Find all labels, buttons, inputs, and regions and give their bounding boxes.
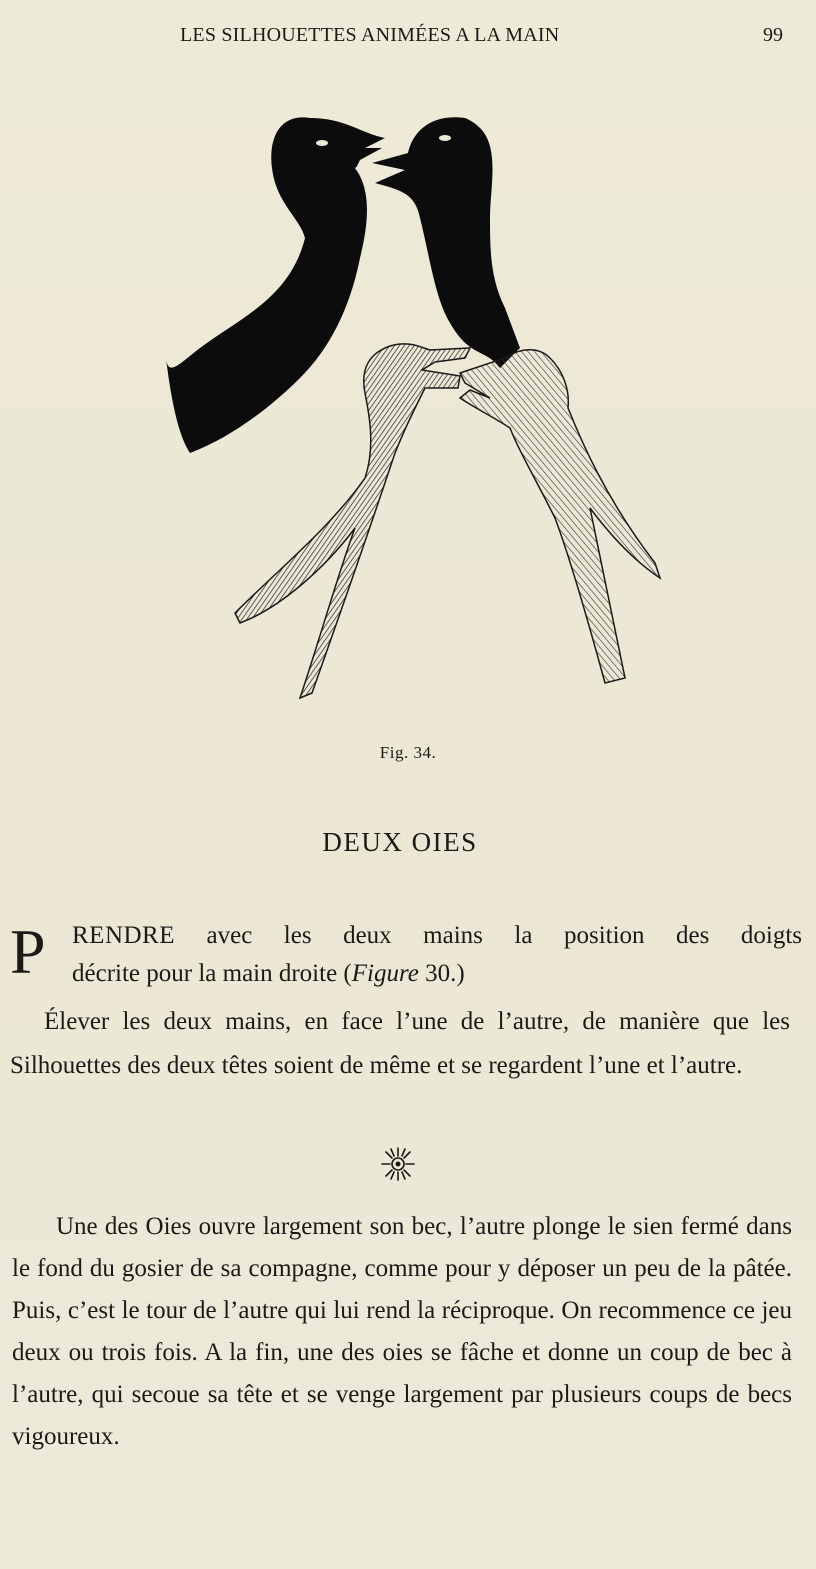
right-goose-shadow bbox=[372, 117, 520, 368]
paragraph-1-line-1 bbox=[72, 918, 802, 954]
goose-shadow-illustration bbox=[160, 108, 670, 708]
sun-ornament-icon bbox=[380, 1146, 416, 1182]
section-title: DEUX OIES bbox=[322, 827, 478, 857]
page-number: 99 bbox=[763, 24, 783, 46]
paragraph-1-line-2 bbox=[72, 956, 465, 992]
left-goose-shadow bbox=[166, 117, 385, 453]
running-title: LES SILHOUETTES ANIMÉES A LA MAIN bbox=[180, 24, 560, 46]
figure-reference: Figure bbox=[351, 960, 419, 987]
paragraph-3: Une des Oies ouvre largement son bec, l’autre plonge le sien fermé dans le fond du gosier de sa compagne, comme pour y déposer un peu de la pâtée. Puis, c’est le tour de l’autre qui lui rend la réciproque. On recommence ce jeu deux ou trois fois. A la fin, une des oies se fâche et donne un coup de bec à l’autre, qui secoue sa tête et se venge largement par plusieurs coups de becs vigoureux. bbox=[12, 1213, 792, 1450]
drop-cap: P bbox=[10, 916, 46, 987]
figure-illustration bbox=[160, 108, 670, 708]
line-2-end: 30.) bbox=[418, 960, 465, 987]
line-1-text: avec les deux mains la position des doigts bbox=[175, 922, 802, 949]
line-2-text: décrite pour la main droite ( bbox=[72, 960, 352, 987]
running-head bbox=[0, 22, 816, 52]
smallcaps-word: RENDRE bbox=[72, 922, 175, 949]
paragraph-2: Élever les deux mains, en face l’une de l’autre, de manière que les Silhouettes des deux têtes soient de même et se regardent l’une et l’autre. bbox=[10, 1008, 790, 1079]
right-arm bbox=[460, 350, 660, 683]
figure-caption: Fig. 34. bbox=[379, 743, 437, 762]
